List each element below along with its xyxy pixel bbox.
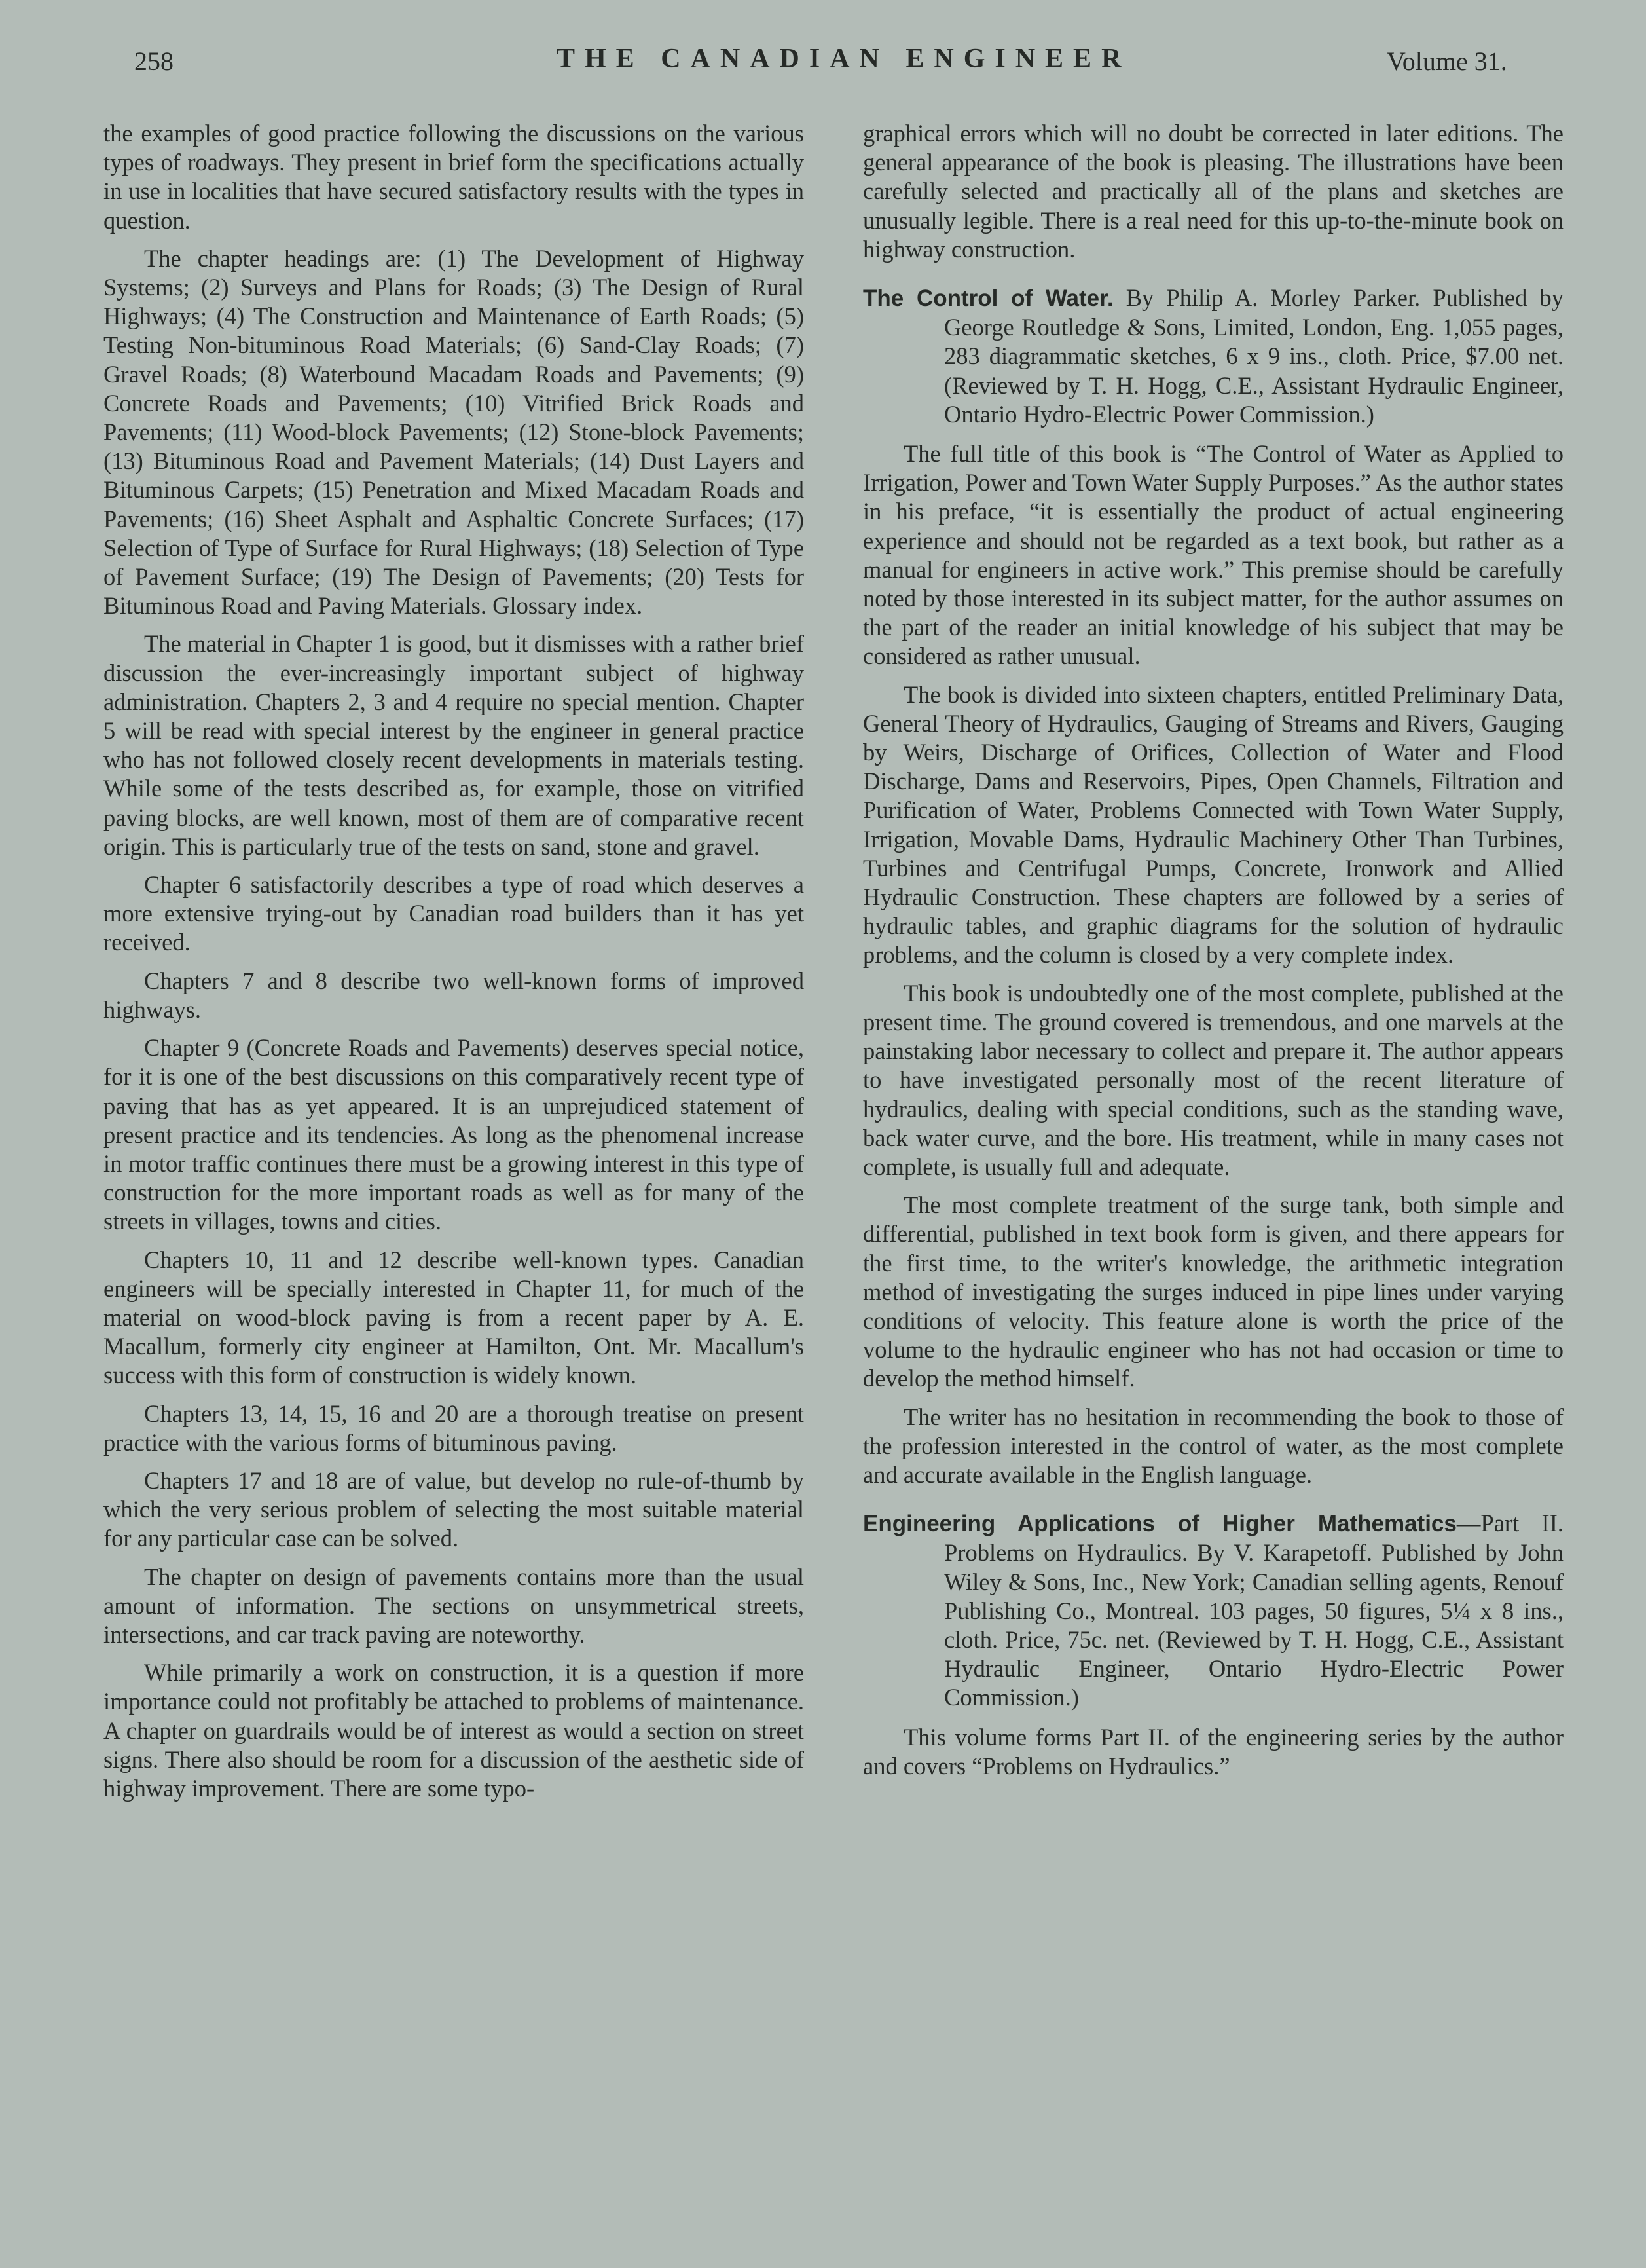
paragraph: Chapter 6 satisfactorily describes a type of road which deserves a more extensive trying-out by Canadian road builders than it has yet received. bbox=[103, 871, 804, 956]
volume-label: Volume 31. bbox=[1387, 46, 1507, 76]
paragraph: The chapter headings are: (1) The Development of Highway Systems; (2) Surveys and Plans for Roads; (3) The Design of Rural Highways; (4) The Construction and Maintenance of Earth Roads; (5) Testing Non-bituminous Road Materials; (6) Sand-Clay Roads; (7) Gravel Roads; (8) Waterbound Macadam Roads and Pavements; (9) Concrete Roads and Pavements; (10) Vitrified Brick Roads and Pavements; (11) Wood-block Pavements; (12) Stone-block Pavements; (13) Bituminous Road and Pavement Materials; (14) Dust Layers and Bituminous Carpets; (15) Penetration and Mixed Macadam Roads and Pavements; (16) Sheet Asphalt and Asphaltic Concrete Surfaces; (17) Selection of Type of Surface for Rural Highways; (18) Selection of Type of Pavement Surface; (19) The Design of Pavements; (20) Tests for Bituminous Road and Paving Materials. Glossary index. bbox=[103, 244, 804, 620]
paragraph: graphical errors which will no doubt be corrected in later editions. The general appearance of the book is pleasing. The illustrations have been carefully selected and practically all of the plans and sketches are unusually legible. There is a real need for this up-to-the-minute book on highway construction. bbox=[863, 120, 1564, 263]
paragraph: The full title of this book is “The Control of Water as Applied to Irrigation, Power and Town Water Supply Purposes.” As the author states in his preface, “it is essentially the product of actual engineering experience and should not be regarded as a text book, but rather as a manual for engineers in active work.” This premise should be carefully noted by those interested in its subject matter, for the author assumes on the part of the reader an initial knowledge of his subject that may be considered as rather unusual. bbox=[863, 440, 1564, 670]
paragraph: While primarily a work on construction, it is a question if more importance could not profitably be attached to problems of maintenance. A chapter on guardrails would be of interest as would a section on street signs. There also should be room for a discussion of the aesthetic side of highway improvement. There are some typo- bbox=[103, 1659, 804, 1802]
paragraph: Chapters 17 and 18 are of value, but develop no rule-of-thumb by which the very serious problem of selecting the most suitable material for any particular case can be solved. bbox=[103, 1466, 804, 1552]
running-head: THE CANADIAN ENGINEER bbox=[557, 44, 1131, 74]
book-details: —Part II. Problems on Hydraulics. By V. Karapetoff. Published by John Wiley & Sons, Inc., New York; Canadian selling agents, Renouf Publishing Co., Montreal. 103 pages, 50 figures, 5¼ x 8 ins., cloth. Price, 75c. net. (Reviewed by T. H. Hogg, C.E., Assistant Hydraulic Engineer, Ontario Hydro-Electric Power Commission.) bbox=[944, 1510, 1564, 1711]
paragraph: Chapters 10, 11 and 12 describe well-known types. Canadian engineers will be specially interested in Chapter 11, for much of the material on wood-block paving is from a recent paper by A. E. Macallum, formerly city engineer at Hamilton, Ont. Mr. Macallum's success with this form of construction is widely known. bbox=[103, 1246, 804, 1389]
paragraph: Chapters 13, 14, 15, 16 and 20 are a thorough treatise on present practice with the various forms of bituminous paving. bbox=[103, 1400, 804, 1456]
paragraph: Chapter 9 (Concrete Roads and Pavements) deserves special notice, for it is one of the best discussions on this comparatively recent type of paving that has as yet appeared. It is an unprejudiced statement of present practice and its tendencies. As long as the phenomenal increase in motor traffic continues there must be a growing interest in this type of construction for the more important roads as well as for many of the streets in villages, towns and cities. bbox=[103, 1034, 804, 1235]
right-column bbox=[863, 119, 1564, 2228]
paragraph: The most complete treatment of the surge tank, both simple and differential, published in text book form is given, and there appears for the first time, to the writer's knowledge, the arithmetic integration method of investigating the surges induced in pipe lines under varying conditions of velocity. This feature alone is worth the price of the volume to the hydraulic engineer who has not had occasion or time to develop the method himself. bbox=[863, 1191, 1564, 1392]
book-review-heading bbox=[863, 1509, 1564, 1712]
book-title: The Control of Water. bbox=[863, 286, 1114, 312]
paragraph: the examples of good practice following the discussions on the various types of roadways. They present in brief form the specifications actually in use in localities that have secured satisfactory results with the types in question. bbox=[103, 120, 804, 234]
page-header bbox=[0, 41, 1646, 86]
paragraph: This book is undoubtedly one of the most complete, published at the present time. The ground covered is tremendous, and one marvels at the painstaking labor necessary to collect and prepare it. The author appears to have investigated personally most of the recent literature of hydraulics, dealing with special conditions, such as the standing wave, back water curve, and the bore. His treatment, while in many cases not complete, is usually full and adequate. bbox=[863, 979, 1564, 1180]
left-column bbox=[103, 119, 804, 2228]
book-review-heading bbox=[863, 284, 1564, 429]
book-details: By Philip A. Morley Parker. Published by George Routledge & Sons, Limited, London, Eng. 1,055 pages, 283 diagrammatic sketches, 6 x 9 ins., cloth. Price, $7.00 net. (Reviewed by T. H. Hogg, C.E., Assistant Hydraulic Engineer, Ontario Hydro-Electric Power Commission.) bbox=[944, 284, 1564, 428]
book-title: Engineering Applications of Higher Mathematics bbox=[863, 1511, 1457, 1537]
paragraph: This volume forms Part II. of the engineering series by the author and covers “Problems on Hydraulics.” bbox=[863, 1723, 1564, 1779]
paragraph: The book is divided into sixteen chapters, entitled Preliminary Data, General Theory of Hydraulics, Gauging of Streams and Rivers, Gauging by Weirs, Discharge of Orifices, Collection of Water and Flood Discharge, Dams and Reservoirs, Pipes, Open Channels, Filtration and Purification of Water, Problems Connected with Town Water Supply, Irrigation, Movable Dams, Hydraulic Machinery Other Than Turbines, Turbines and Centrifugal Pumps, Concrete, Ironwork and Allied Hydraulic Construction. These chapters are followed by a series of hydraulic tables, and graphic diagrams for the solution of hydraulic problems, and the column is closed by a very complete index. bbox=[863, 680, 1564, 969]
page-number: 258 bbox=[134, 46, 174, 76]
paragraph: Chapters 7 and 8 describe two well-known forms of improved highways. bbox=[103, 967, 804, 1023]
paragraph: The material in Chapter 1 is good, but it dismisses with a rather brief discussion the ever-increasingly important subject of highway administration. Chapters 2, 3 and 4 require no special mention. Chapter 5 will be read with special interest by the engineer in general practice who has not followed closely recent developments in materials testing. While some of the tests described as, for example, those on vitrified paving blocks, are well known, most of them are of comparative recent origin. This is particularly true of the tests on sand, stone and gravel. bbox=[103, 630, 804, 860]
paragraph: The writer has no hesitation in recommending the book to those of the profession interested in the control of water, as the most complete and accurate available in the English language. bbox=[863, 1403, 1564, 1488]
paragraph: The chapter on design of pavements contains more than the usual amount of information. The sections on unsymmetrical streets, intersections, and car track paving are noteworthy. bbox=[103, 1563, 804, 1648]
